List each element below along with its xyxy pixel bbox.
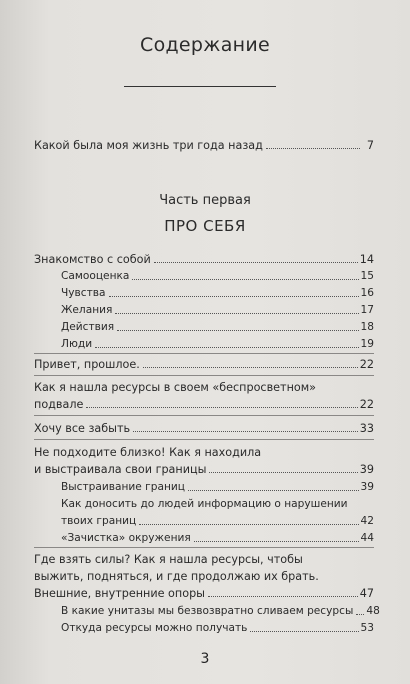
toc-entry-label: Выстраивание границ xyxy=(61,481,185,493)
dot-leader xyxy=(143,367,358,368)
toc-entry-label: Действия xyxy=(61,321,115,333)
toc-entry-label: и выстраивала свои границы xyxy=(34,463,207,476)
toc-entry-label: Люди xyxy=(61,338,93,350)
separator xyxy=(34,547,374,548)
toc-entry-page: 22 xyxy=(359,398,374,411)
toc-entry[interactable] xyxy=(34,397,374,412)
dot-leader xyxy=(133,431,358,432)
toc-subentry[interactable] xyxy=(61,269,374,284)
toc-entry-label: Внешние, внутренние опоры xyxy=(34,587,205,600)
toc-entry[interactable] xyxy=(34,421,374,436)
toc-entry-label: Желания xyxy=(61,304,113,316)
toc-entry-page: 42 xyxy=(360,515,374,527)
toc-entry-page: 48 xyxy=(366,605,380,617)
toc-entry-label: Какой была моя жизнь три года назад xyxy=(34,139,263,152)
separator xyxy=(34,439,374,440)
toc-entry-label: Самооценка xyxy=(61,270,130,282)
toc-entry-page: 14 xyxy=(359,253,374,266)
toc-entry-page: 19 xyxy=(360,338,374,350)
toc-subentry[interactable] xyxy=(61,303,374,318)
dot-leader xyxy=(208,596,358,597)
dot-leader xyxy=(154,262,358,263)
toc-entry-label-line: выжить, подняться, и где продолжаю их брать. xyxy=(34,570,319,583)
part-title: ПРО СЕБЯ xyxy=(164,217,246,235)
toc-entry-page: 7 xyxy=(366,139,374,152)
dot-leader xyxy=(109,296,359,297)
toc-subentry[interactable] xyxy=(61,286,374,301)
dot-leader xyxy=(139,524,358,525)
toc-entry-label: Хочу все забыть xyxy=(34,422,131,435)
toc-subentry[interactable] xyxy=(61,337,374,352)
toc-entry-page: 53 xyxy=(360,622,374,634)
separator xyxy=(34,353,374,354)
toc-entry-label-line: Как доносить до людей информацию о нарушении xyxy=(61,498,348,510)
toc-entry-label: Знакомство с собой xyxy=(34,253,151,266)
toc-subentry[interactable] xyxy=(61,320,374,335)
toc-subentry[interactable] xyxy=(61,480,374,495)
dot-leader xyxy=(117,330,358,331)
toc-subentry[interactable] xyxy=(61,621,374,636)
toc-entry-page: 18 xyxy=(360,321,374,333)
toc-entry-page: 22 xyxy=(359,358,374,371)
toc-entry-label: В какие унитазы мы безвозвратно сливаем ресурсы xyxy=(61,605,354,617)
page-number: 3 xyxy=(200,651,210,667)
toc-entry-label-line: Не подходите близко! Как я находила xyxy=(34,446,262,459)
separator xyxy=(34,375,374,376)
toc-entry-page: 16 xyxy=(360,287,374,299)
dot-leader xyxy=(132,279,358,280)
toc-entry-label: твоих границ xyxy=(61,515,137,527)
toc-entry-label-line: Где взять силы? Как я нашла ресурсы, чтобы xyxy=(34,553,303,566)
toc-entry-page: 39 xyxy=(360,481,374,493)
toc-entry[interactable] xyxy=(34,586,374,601)
toc-entry-label: Привет, прошлое. xyxy=(34,358,140,371)
toc-subentry[interactable] xyxy=(61,604,380,619)
toc-entry-page: 39 xyxy=(359,463,374,476)
toc-entry[interactable] xyxy=(34,462,374,477)
toc-entry[interactable] xyxy=(34,252,374,267)
toc-entry-page: 44 xyxy=(360,532,374,544)
dot-leader xyxy=(250,631,358,632)
dot-leader xyxy=(209,472,357,473)
separator xyxy=(34,415,374,416)
dot-leader xyxy=(115,313,358,314)
dot-leader xyxy=(356,614,364,615)
toc-entry-intro[interactable] xyxy=(34,138,374,153)
toc-entry-label: Чувства xyxy=(61,287,106,299)
page-title: Содержание xyxy=(140,34,270,56)
toc-entry-label: подвале xyxy=(34,398,84,411)
dot-leader xyxy=(86,407,357,408)
dot-leader xyxy=(95,347,358,348)
dot-leader xyxy=(194,541,359,542)
dot-leader xyxy=(188,490,359,491)
toc-entry-label: Откуда ресурсы можно получать xyxy=(61,622,248,634)
toc-entry-page: 33 xyxy=(359,422,374,435)
toc-entry-label-line: Как я нашла ресурсы в своем «беспросветном» xyxy=(34,381,317,394)
toc-entry-page: 15 xyxy=(360,270,374,282)
toc-entry[interactable] xyxy=(34,357,374,372)
toc-entry-page: 17 xyxy=(360,304,374,316)
toc-subentry[interactable] xyxy=(61,531,374,546)
toc-entry-page: 47 xyxy=(359,587,374,600)
toc-entry-label: «Зачистка» окружения xyxy=(61,532,191,544)
part-kicker: Часть первая xyxy=(159,193,251,208)
dot-leader xyxy=(266,148,360,149)
toc-subentry[interactable] xyxy=(61,514,374,529)
